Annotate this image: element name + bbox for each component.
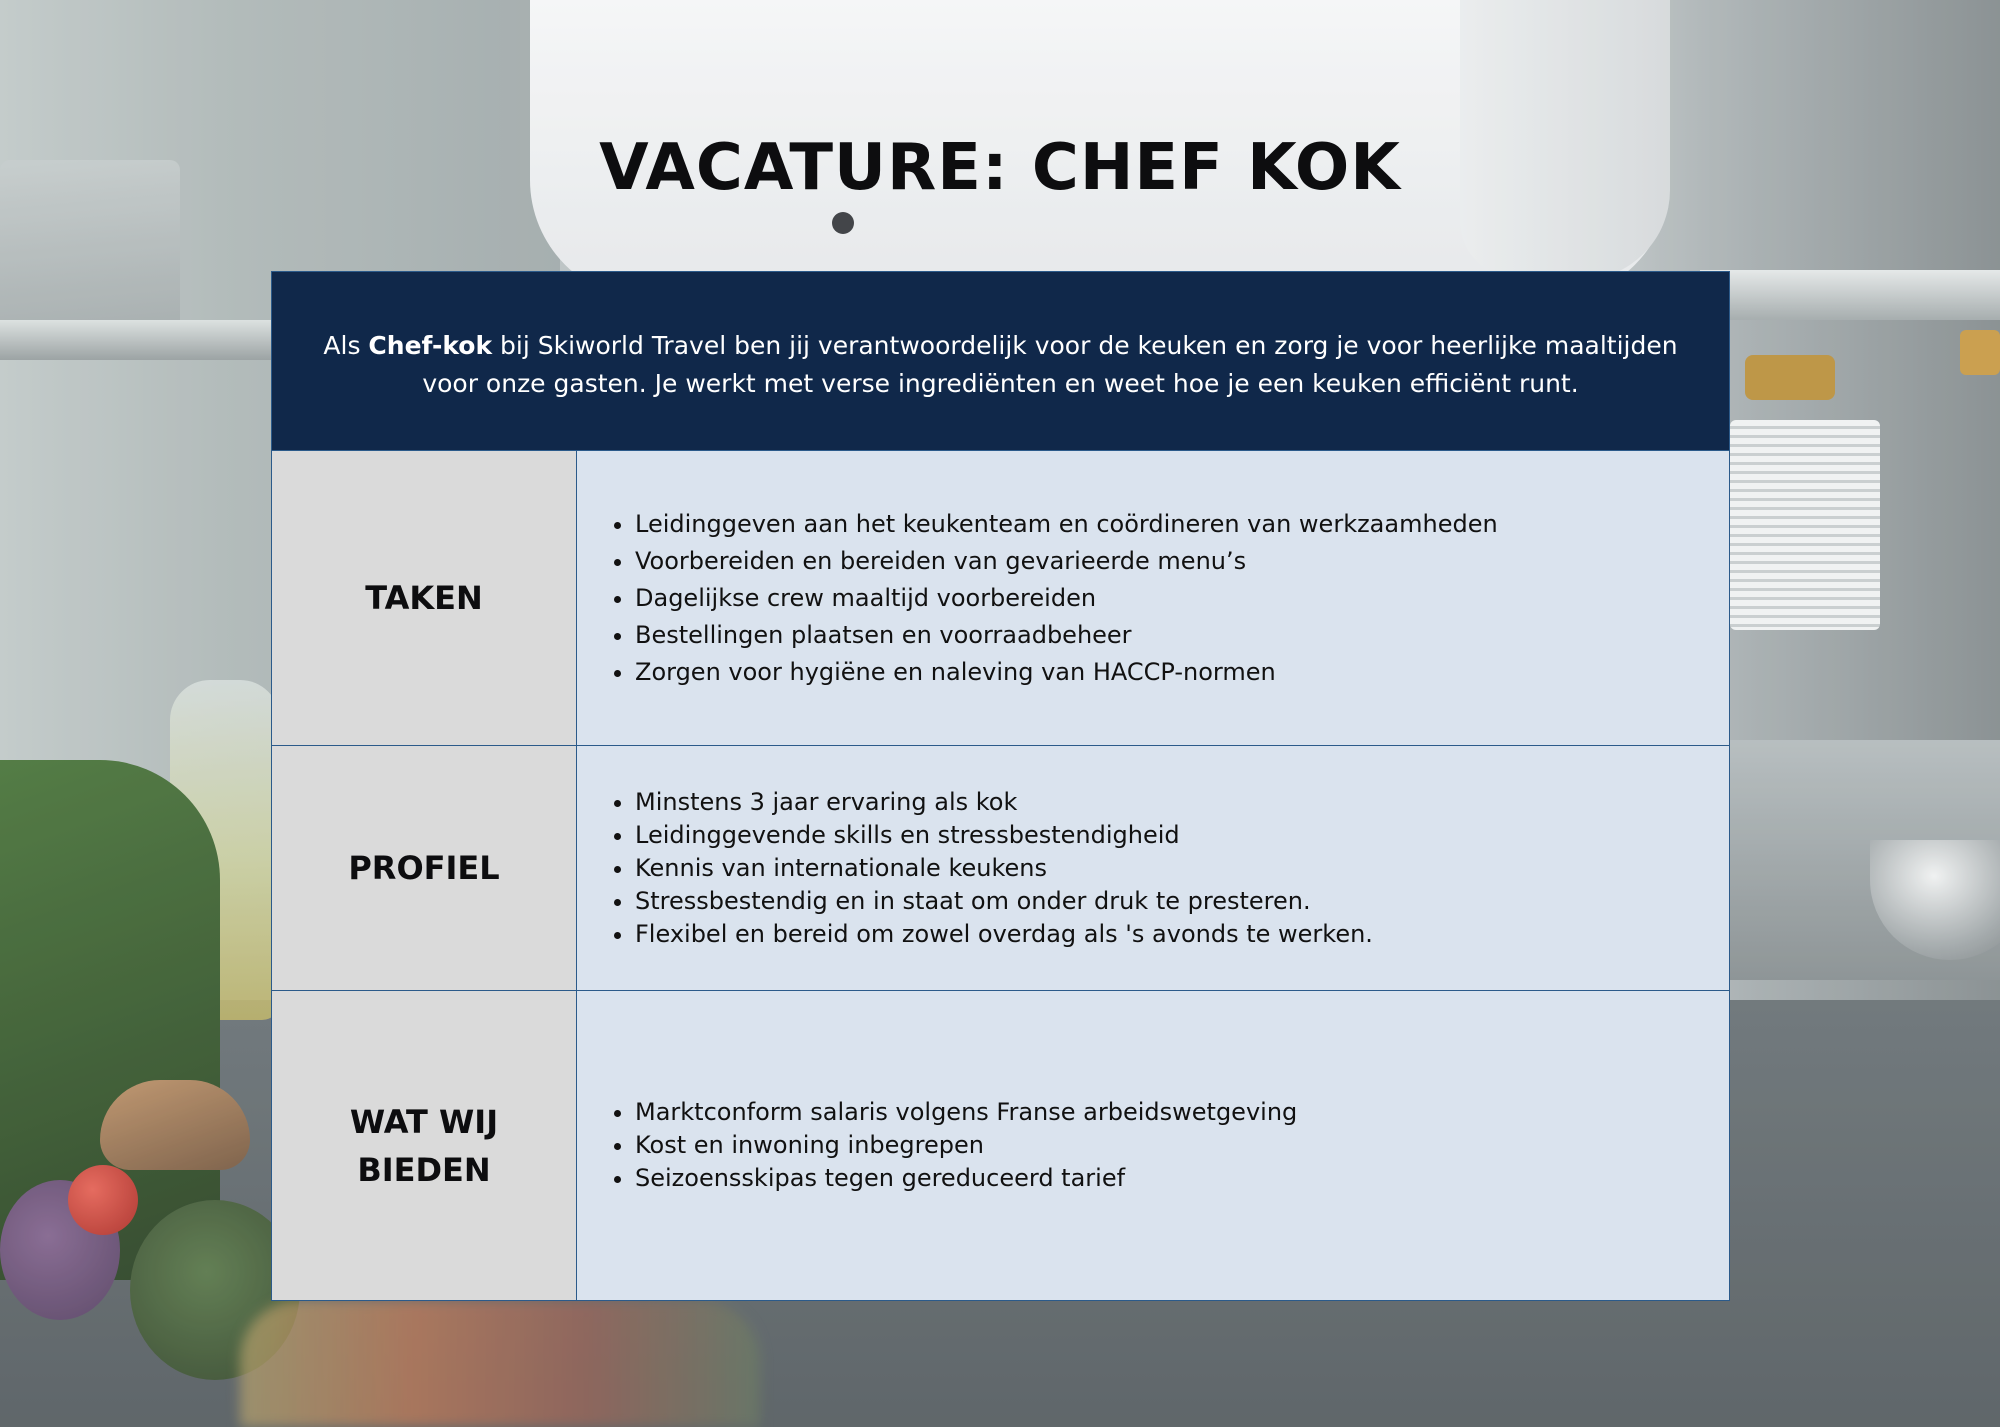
profiel-list: [603, 786, 1373, 951]
bieden-list: [603, 1096, 1297, 1195]
vacancy-table: [271, 271, 1730, 1301]
intro-role: Chef-kok: [368, 331, 493, 360]
section-taken: [272, 451, 1729, 746]
list-item: • Stressbestendig en in staat om onder druk te presteren.: [635, 885, 1373, 918]
list-item: • Voorbereiden en bereiden van gevarieerde menu’s: [635, 543, 1498, 580]
list-item: • Kost en inwoning inbegrepen: [635, 1129, 1297, 1162]
list-item: • Minstens 3 jaar ervaring als kok: [635, 786, 1373, 819]
list-item: • Flexibel en bereid om zowel overdag als 's avonds te werken.: [635, 918, 1373, 951]
section-profiel: [272, 746, 1729, 991]
list-item: • Leidinggevende skills en stressbestendigheid: [635, 819, 1373, 852]
section-label-profiel: PROFIEL: [272, 746, 577, 990]
page-title: VACATURE: CHEF KOK: [599, 131, 1401, 205]
section-label-taken: TAKEN: [272, 451, 577, 745]
intro-text: [296, 327, 1705, 403]
list-item: • Bestellingen plaatsen en voorraadbeheer: [635, 617, 1498, 654]
section-wat-wij-bieden: [272, 991, 1729, 1300]
list-item: • Dagelijkse crew maaltijd voorbereiden: [635, 580, 1498, 617]
taken-list: [603, 506, 1498, 691]
section-body-wat-wij-bieden: [577, 991, 1729, 1300]
section-body-taken: [577, 451, 1729, 745]
list-item: • Seizoensskipas tegen gereduceerd tarief: [635, 1162, 1297, 1195]
section-label-line2: BIEDEN: [357, 1150, 491, 1189]
list-item: • Marktconform salaris volgens Franse arbeidswetgeving: [635, 1096, 1297, 1129]
list-item: • Kennis van internationale keukens: [635, 852, 1373, 885]
list-item: • Leidinggeven aan het keukenteam en coördineren van werkzaamheden: [635, 506, 1498, 543]
section-label-wat-wij-bieden: [272, 991, 577, 1300]
section-body-profiel: [577, 746, 1729, 990]
intro-banner: [272, 272, 1729, 451]
intro-suffix: bij Skiworld Travel ben jij verantwoordelijk voor de keuken en zorg je voor heerlijke maaltijden voor onze gasten. Je werkt met verse ingrediënten en weet hoe je een keuken efficiënt runt.: [422, 331, 1678, 398]
section-label-line1: WAT WIJ: [349, 1102, 499, 1141]
list-item: • Zorgen voor hygiëne en naleving van HACCP-normen: [635, 654, 1498, 691]
intro-prefix: Als: [323, 331, 369, 360]
